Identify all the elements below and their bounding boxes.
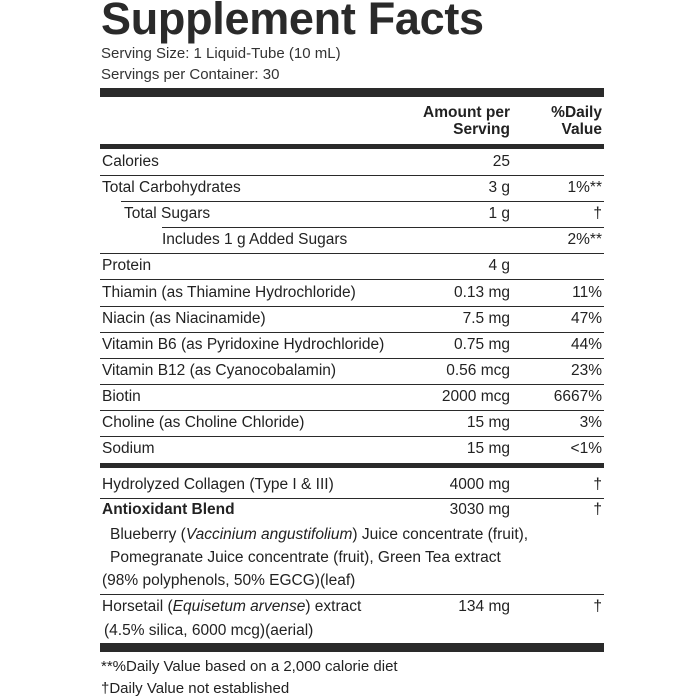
row-divider: [100, 306, 604, 307]
daily-value-header: [551, 104, 602, 138]
ingredient-dv: †: [593, 598, 602, 615]
header-bar: [100, 144, 604, 149]
dv-header-line2: Value: [561, 121, 602, 138]
nutrient-dv: 23%: [570, 362, 602, 379]
nutrient-amount: 25: [492, 153, 510, 170]
ingredient-amount: 3030 mg: [449, 501, 510, 518]
row-divider: [100, 358, 604, 359]
nutrient-name: Protein: [102, 257, 152, 274]
blend-description-line: Pomegranate Juice concentrate (fruit), Green Tea extract: [110, 549, 501, 566]
panel-title: Supplement Facts: [101, 0, 484, 44]
row-divider: [162, 227, 604, 228]
dv-header-line1: %Daily: [551, 104, 602, 121]
row-divider: [100, 384, 604, 385]
nutrient-amount: 15 mg: [466, 414, 510, 431]
serving-size: Serving Size: 1 Liquid-Tube (10 mL): [101, 45, 341, 62]
footnote-daily-value: **%Daily Value based on a 2,000 calorie diet: [101, 658, 398, 675]
nutrient-name: Thiamin (as Thiamine Hydrochloride): [102, 284, 356, 301]
desc-latin-name: Vaccinium angustifolium: [185, 526, 353, 543]
nutrient-amount: 0.56 mcg: [446, 362, 510, 379]
nutrient-name: Niacin (as Niacinamide): [102, 310, 266, 327]
ingredient-dv: †: [593, 476, 602, 493]
row-divider: [100, 498, 604, 499]
amount-header-line2: Serving: [453, 121, 510, 138]
ingredient-name: Hydrolyzed Collagen (Type I & III): [102, 476, 334, 493]
nutrient-dv: <1%: [570, 440, 602, 457]
nutrient-dv: 2%**: [567, 231, 602, 248]
supplement-facts-panel: [100, 0, 604, 700]
servings-per-container: Servings per Container: 30: [101, 66, 280, 83]
ingredient-dv: †: [593, 501, 602, 518]
nutrient-dv: †: [593, 205, 602, 222]
nutrient-amount: 1 g: [488, 205, 510, 222]
footnote-not-established: †Daily Value not established: [101, 680, 290, 697]
amount-header-line1: Amount per: [423, 104, 510, 121]
name-text: ) extract: [305, 598, 362, 615]
nutrient-name: Total Carbohydrates: [102, 179, 241, 196]
ingredient-name: [102, 598, 361, 616]
nutrient-dv: 44%: [570, 336, 602, 353]
row-divider: [100, 175, 604, 176]
nutrient-name: Total Sugars: [124, 205, 211, 222]
row-divider: [100, 436, 604, 437]
nutrient-dv: 3%: [579, 414, 602, 431]
row-divider: [100, 253, 604, 254]
nutrient-amount: 0.75 mg: [453, 336, 510, 353]
latin-name: Equisetum arvense: [172, 598, 306, 615]
nutrient-name: Biotin: [102, 388, 141, 405]
row-divider: [121, 201, 604, 202]
top-thick-bar: [100, 88, 604, 97]
nutrient-amount: 2000 mcg: [441, 388, 510, 405]
ingredient-amount: 134 mg: [458, 598, 510, 615]
ingredient-amount: 4000 mg: [449, 476, 510, 493]
nutrient-name: Calories: [102, 153, 159, 170]
blend-description-line: [110, 526, 528, 544]
nutrient-dv: 47%: [570, 310, 602, 327]
horsetail-description: (4.5% silica, 6000 mcg)(aerial): [104, 622, 314, 639]
nutrient-amount: 0.13 mg: [453, 284, 510, 301]
nutrient-name: Vitamin B12 (as Cyanocobalamin): [102, 362, 337, 379]
row-divider: [100, 410, 604, 411]
amount-per-serving-header: [423, 104, 510, 138]
name-text: Horsetail (: [102, 598, 173, 615]
nutrient-dv: 1%**: [567, 179, 602, 196]
ingredient-name: Antioxidant Blend: [102, 501, 235, 518]
nutrient-amount: 7.5 mg: [462, 310, 510, 327]
nutrient-dv: 11%: [572, 284, 602, 301]
blend-description-line: (98% polyphenols, 50% EGCG)(leaf): [102, 572, 356, 589]
nutrient-amount: 15 mg: [466, 440, 510, 457]
nutrient-name: Choline (as Choline Chloride): [102, 414, 305, 431]
nutrient-name: Vitamin B6 (as Pyridoxine Hydrochloride): [102, 336, 385, 353]
desc-text: ) Juice concentrate (fruit),: [352, 526, 529, 543]
desc-text: Blueberry (: [110, 526, 186, 543]
row-divider: [100, 594, 604, 595]
row-divider: [100, 279, 604, 280]
nutrient-name: Sodium: [102, 440, 155, 457]
nutrient-name: Includes 1 g Added Sugars: [162, 231, 348, 248]
row-divider: [100, 332, 604, 333]
bottom-thick-bar: [100, 643, 604, 652]
nutrient-dv: 6667%: [553, 388, 602, 405]
nutrient-amount: 4 g: [488, 257, 510, 274]
nutrient-amount: 3 g: [488, 179, 510, 196]
section-bar: [100, 463, 604, 468]
